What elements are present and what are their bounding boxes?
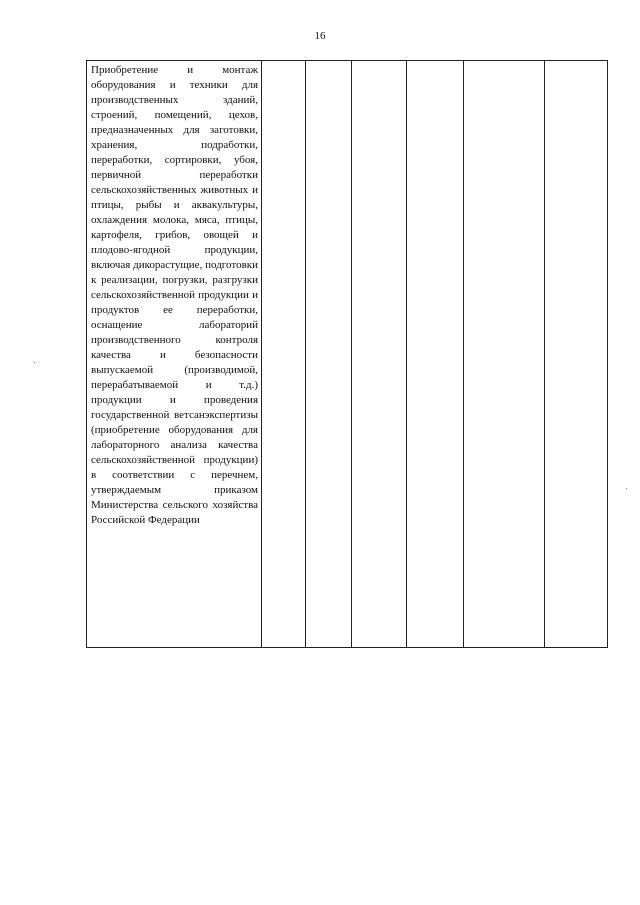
- page-number: 16: [314, 30, 326, 42]
- table-cell-1: [262, 61, 306, 648]
- description-text: Приобретение и монтаж оборудования и техники для производственных зданий, строений, помещений, цехов, предназначенных для заготовки, хранения, подработки, переработки, сортировки, убоя, первичной переработки сельскохозяйственных животных и птицы, рыбы и аквакультуры, охлаждения молока, мяса, птицы, картофеля, грибов, овощей и плодово-ягодной продукции, включая дикорастущие, подготовки к реализации, погрузки, разгрузки сельскохозяйственной продукции и продуктов ее переработки, оснащение лабораторий производственного контроля качества и безопасности выпускаемой (производимой, перерабатываемой и т.д.) продукции и проведения государственной ветсанэкспертизы (приобретение оборудования для лабораторного анализа качества сельскохозяйственной продукции) в соответствии с перечнем, утверждаемым приказом Министерства сельского хозяйства Российской Федерации: [91, 64, 258, 526]
- description-cell: [87, 61, 262, 648]
- table-cell-5: [464, 61, 545, 648]
- table-cell-3: [352, 61, 407, 648]
- data-table: [86, 60, 608, 648]
- scan-speck: [34, 362, 35, 363]
- table-cell-6: [545, 61, 608, 648]
- table-cell-2: [306, 61, 352, 648]
- table-row: [87, 61, 608, 648]
- table-cell-4: [407, 61, 464, 648]
- scan-speck: [626, 488, 627, 489]
